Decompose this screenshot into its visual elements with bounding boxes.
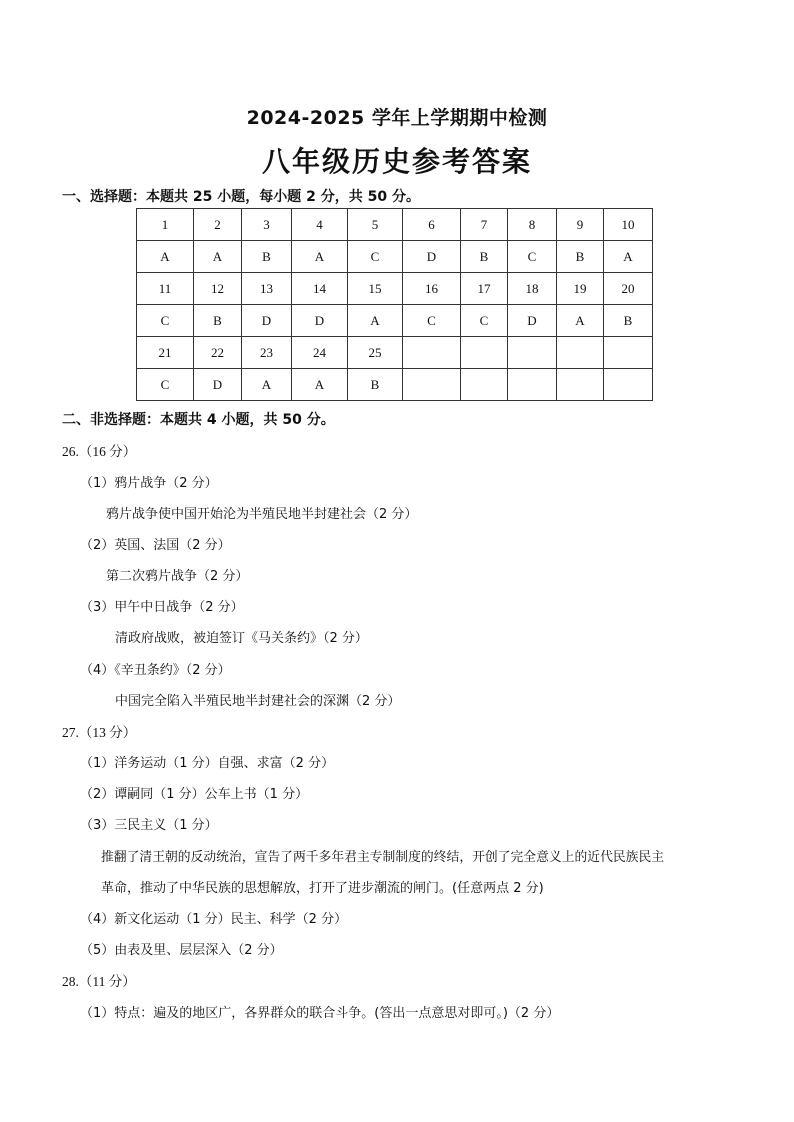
answer-table-cell: 15 — [348, 273, 403, 305]
answer-table-cell: B — [604, 305, 653, 337]
answer-table-cell: 14 — [292, 273, 348, 305]
q28-header: 28.（11 分） — [62, 974, 136, 989]
answer-table-row — [137, 337, 653, 369]
answer-table-cell: C — [137, 305, 194, 337]
answer-table-cell: 6 — [403, 209, 461, 241]
q27-line: （5）由表及里、层层深入（2 分） — [80, 943, 283, 958]
q27-header: 27.（13 分） — [62, 725, 137, 740]
answer-table-cell: 20 — [604, 273, 653, 305]
answer-table-cell: 23 — [242, 337, 292, 369]
answer-key-subtitle: 八年级历史参考答案 — [261, 145, 532, 178]
q26-line: （1）鸦片战争（2 分） — [80, 476, 218, 491]
answer-table-cell: 12 — [194, 273, 242, 305]
answer-table-cell — [604, 337, 653, 369]
answer-table-cell: 22 — [194, 337, 242, 369]
answer-table-cell: D — [194, 369, 242, 401]
answer-table-cell — [557, 337, 604, 369]
answer-table-cell — [461, 369, 508, 401]
answer-table-row — [137, 209, 653, 241]
q26-line: 清政府战败，被迫签订《马关条约》（2 分） — [115, 631, 368, 646]
answer-table-cell: B — [461, 241, 508, 273]
answer-table-cell: 17 — [461, 273, 508, 305]
q27-line: （1）洋务运动（1 分）自强、求富（2 分） — [80, 756, 335, 771]
answer-table-cell: 8 — [508, 209, 557, 241]
answer-table-cell: A — [557, 305, 604, 337]
answer-table-cell: 24 — [292, 337, 348, 369]
answer-table-row — [137, 369, 653, 401]
answer-table-cell: 25 — [348, 337, 403, 369]
answer-table-cell — [508, 369, 557, 401]
answer-table-cell: C — [461, 305, 508, 337]
answer-table-cell — [508, 337, 557, 369]
answer-table-cell: D — [242, 305, 292, 337]
answer-table-cell: 7 — [461, 209, 508, 241]
answer-table-cell: B — [348, 369, 403, 401]
answer-table-cell — [604, 369, 653, 401]
q27-line: 革命，推动了中华民族的思想解放，打开了进步潮流的闸门。(任意两点 2 分) — [101, 881, 544, 896]
answer-table-cell: A — [242, 369, 292, 401]
answer-table-cell — [557, 369, 604, 401]
q27-line: （3）三民主义（1 分） — [80, 818, 218, 833]
answer-table-cell: 3 — [242, 209, 292, 241]
answer-table-cell: C — [348, 241, 403, 273]
q26-line: 中国完全陷入半殖民地半封建社会的深渊（2 分） — [115, 694, 401, 709]
q28-line: （1）特点：遍及的地区广，各界群众的联合斗争。(答出一点意思对即可。)（2 分） — [80, 1006, 560, 1021]
answer-table-row — [137, 241, 653, 273]
answer-table-cell: B — [242, 241, 292, 273]
exam-title: 2024-2025 学年上学期期中检测 — [246, 107, 548, 129]
section-nonchoice-heading: 二、非选择题：本题共 4 小题，共 50 分。 — [62, 412, 335, 428]
answer-table-cell: A — [292, 369, 348, 401]
q26-line: 第二次鸦片战争（2 分） — [106, 569, 249, 584]
answer-table-cell: 18 — [508, 273, 557, 305]
answer-table-cell: D — [508, 305, 557, 337]
answer-table-cell: 21 — [137, 337, 194, 369]
answer-table-cell: 1 — [137, 209, 194, 241]
q26-line: （3）甲午中日战争（2 分） — [80, 600, 244, 615]
answer-table-cell: D — [403, 241, 461, 273]
answer-table-cell — [461, 337, 508, 369]
answer-table-row — [137, 305, 653, 337]
answer-table-cell — [403, 337, 461, 369]
answer-table-cell: 2 — [194, 209, 242, 241]
answer-table-row — [137, 273, 653, 305]
answer-table-cell: 9 — [557, 209, 604, 241]
q26-header: 26.（16 分） — [62, 444, 137, 459]
answer-table-cell: B — [557, 241, 604, 273]
answer-table-cell: 4 — [292, 209, 348, 241]
q26-line: （4）《辛丑条约》（2 分） — [80, 663, 231, 678]
q27-line: 推翻了清王朝的反动统治，宣告了两千多年君主专制制度的终结，开创了完全意义上的近代民族民主 — [101, 850, 665, 865]
answer-table-cell: 13 — [242, 273, 292, 305]
section-choice-heading: 一、选择题：本题共 25 小题，每小题 2 分，共 50 分。 — [62, 189, 420, 205]
answer-table-cell: 10 — [604, 209, 653, 241]
answer-table — [136, 208, 653, 401]
answer-table-cell: 16 — [403, 273, 461, 305]
answer-table-cell: A — [194, 241, 242, 273]
answer-table-cell — [403, 369, 461, 401]
q26-line: 鸦片战争使中国开始沦为半殖民地半封建社会（2 分） — [106, 507, 418, 522]
answer-table-cell: 19 — [557, 273, 604, 305]
answer-table-cell: C — [403, 305, 461, 337]
answer-table-cell: A — [137, 241, 194, 273]
answer-table-cell: A — [348, 305, 403, 337]
q26-line: （2）英国、法国（2 分） — [80, 538, 231, 553]
answer-table-cell: D — [292, 305, 348, 337]
answer-table-cell: C — [508, 241, 557, 273]
q27-line: （2）谭嗣同（1 分）公车上书（1 分） — [80, 787, 309, 802]
q27-line: （4）新文化运动（1 分）民主、科学（2 分） — [80, 912, 348, 927]
answer-table-cell: 5 — [348, 209, 403, 241]
answer-table-cell: 11 — [137, 273, 194, 305]
answer-table-cell: B — [194, 305, 242, 337]
answer-table-cell: A — [604, 241, 653, 273]
answer-table-cell: C — [137, 369, 194, 401]
answer-table-cell: A — [292, 241, 348, 273]
